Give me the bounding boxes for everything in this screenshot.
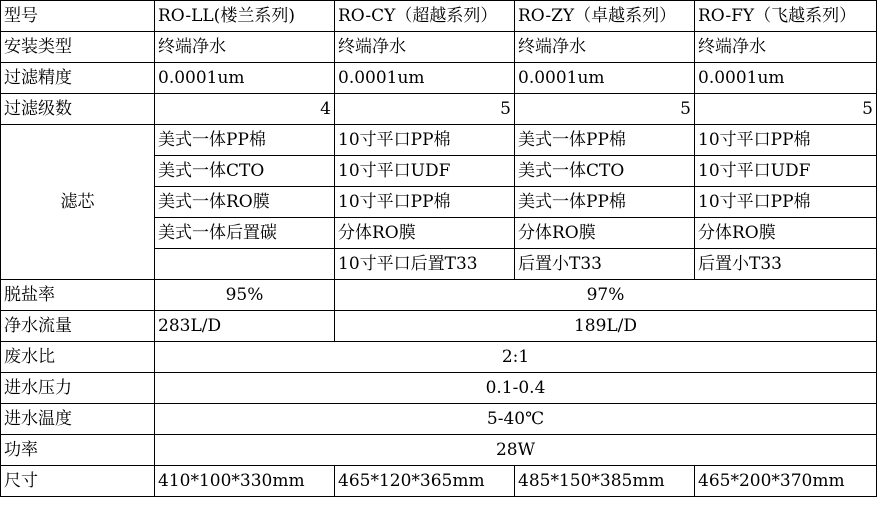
row-label-power: 功率 — [1, 435, 155, 466]
table-cell: 美式一体CTO — [155, 156, 335, 187]
table-row-precision — [1, 63, 877, 94]
table-cell: 分体RO膜 — [515, 218, 695, 249]
table-cell: 美式一体后置碳 — [155, 218, 335, 249]
table-row-power — [1, 435, 877, 466]
table-cell: 10寸平口UDF — [335, 156, 515, 187]
table-cell: 97% — [335, 280, 877, 311]
table-cell: 后置小T33 — [695, 249, 877, 280]
table-cell: 0.0001um — [695, 63, 877, 94]
table-cell: 189L/D — [335, 311, 877, 342]
table-row-desalination — [1, 280, 877, 311]
table-cell: 终端净水 — [515, 32, 695, 63]
model-cy-header: RO-CY（超越系列） — [335, 1, 515, 32]
table-cell: 410*100*330mm — [155, 466, 335, 497]
table-cell: 0.1-0.4 — [155, 373, 877, 404]
row-label-pressure: 进水压力 — [1, 373, 155, 404]
table-row-model — [1, 1, 877, 32]
table-cell: 2:1 — [155, 342, 877, 373]
row-label-filter: 滤芯 — [1, 125, 155, 280]
table-cell: 终端净水 — [695, 32, 877, 63]
table-cell: 10寸平口UDF — [695, 156, 877, 187]
table-cell: 0.0001um — [155, 63, 335, 94]
model-fy-header: RO-FY（飞越系列） — [695, 1, 877, 32]
table-cell: 4 — [155, 94, 335, 125]
row-label-temperature: 进水温度 — [1, 404, 155, 435]
table-cell: 10寸平口PP棉 — [695, 187, 877, 218]
table-cell: 465*200*370mm — [695, 466, 877, 497]
row-label-model: 型号 — [1, 1, 155, 32]
table-cell: 10寸平口PP棉 — [335, 187, 515, 218]
table-row-pressure — [1, 373, 877, 404]
table-cell: 28W — [155, 435, 877, 466]
table-cell: 5 — [515, 94, 695, 125]
table-cell: 0.0001um — [515, 63, 695, 94]
table-cell: 美式一体RO膜 — [155, 187, 335, 218]
table-row-flow — [1, 311, 877, 342]
table-cell: 美式一体CTO — [515, 156, 695, 187]
row-label-precision: 过滤精度 — [1, 63, 155, 94]
table-row-filter — [1, 125, 877, 156]
table-cell: 5 — [335, 94, 515, 125]
table-row-waste — [1, 342, 877, 373]
row-label-stages: 过滤级数 — [1, 94, 155, 125]
table-cell: 5 — [695, 94, 877, 125]
row-label-flow: 净水流量 — [1, 311, 155, 342]
table-cell: 美式一体PP棉 — [515, 125, 695, 156]
table-cell: 10寸平口PP棉 — [695, 125, 877, 156]
table-cell: 283L/D — [155, 311, 335, 342]
table-cell — [155, 249, 335, 280]
table-row-stages — [1, 94, 877, 125]
model-zy-header: RO-ZY（卓越系列） — [515, 1, 695, 32]
table-cell: 465*120*365mm — [335, 466, 515, 497]
row-label-waste: 废水比 — [1, 342, 155, 373]
row-label-desalination: 脱盐率 — [1, 280, 155, 311]
table-row-temperature — [1, 404, 877, 435]
table-cell: 分体RO膜 — [695, 218, 877, 249]
table-cell: 0.0001um — [335, 63, 515, 94]
table-cell: 终端净水 — [155, 32, 335, 63]
table-cell: 后置小T33 — [515, 249, 695, 280]
table-cell: 95% — [155, 280, 335, 311]
table-row-size — [1, 466, 877, 497]
row-label-size: 尺寸 — [1, 466, 155, 497]
table-row-install — [1, 32, 877, 63]
table-cell: 5-40℃ — [155, 404, 877, 435]
model-ll-header: RO-LL(楼兰系列) — [155, 1, 335, 32]
table-cell: 分体RO膜 — [335, 218, 515, 249]
table-cell: 美式一体PP棉 — [515, 187, 695, 218]
table-cell: 终端净水 — [335, 32, 515, 63]
table-cell: 485*150*385mm — [515, 466, 695, 497]
row-label-install: 安装类型 — [1, 32, 155, 63]
table-cell: 10寸平口后置T33 — [335, 249, 515, 280]
table-cell: 10寸平口PP棉 — [335, 125, 515, 156]
table-cell: 美式一体PP棉 — [155, 125, 335, 156]
